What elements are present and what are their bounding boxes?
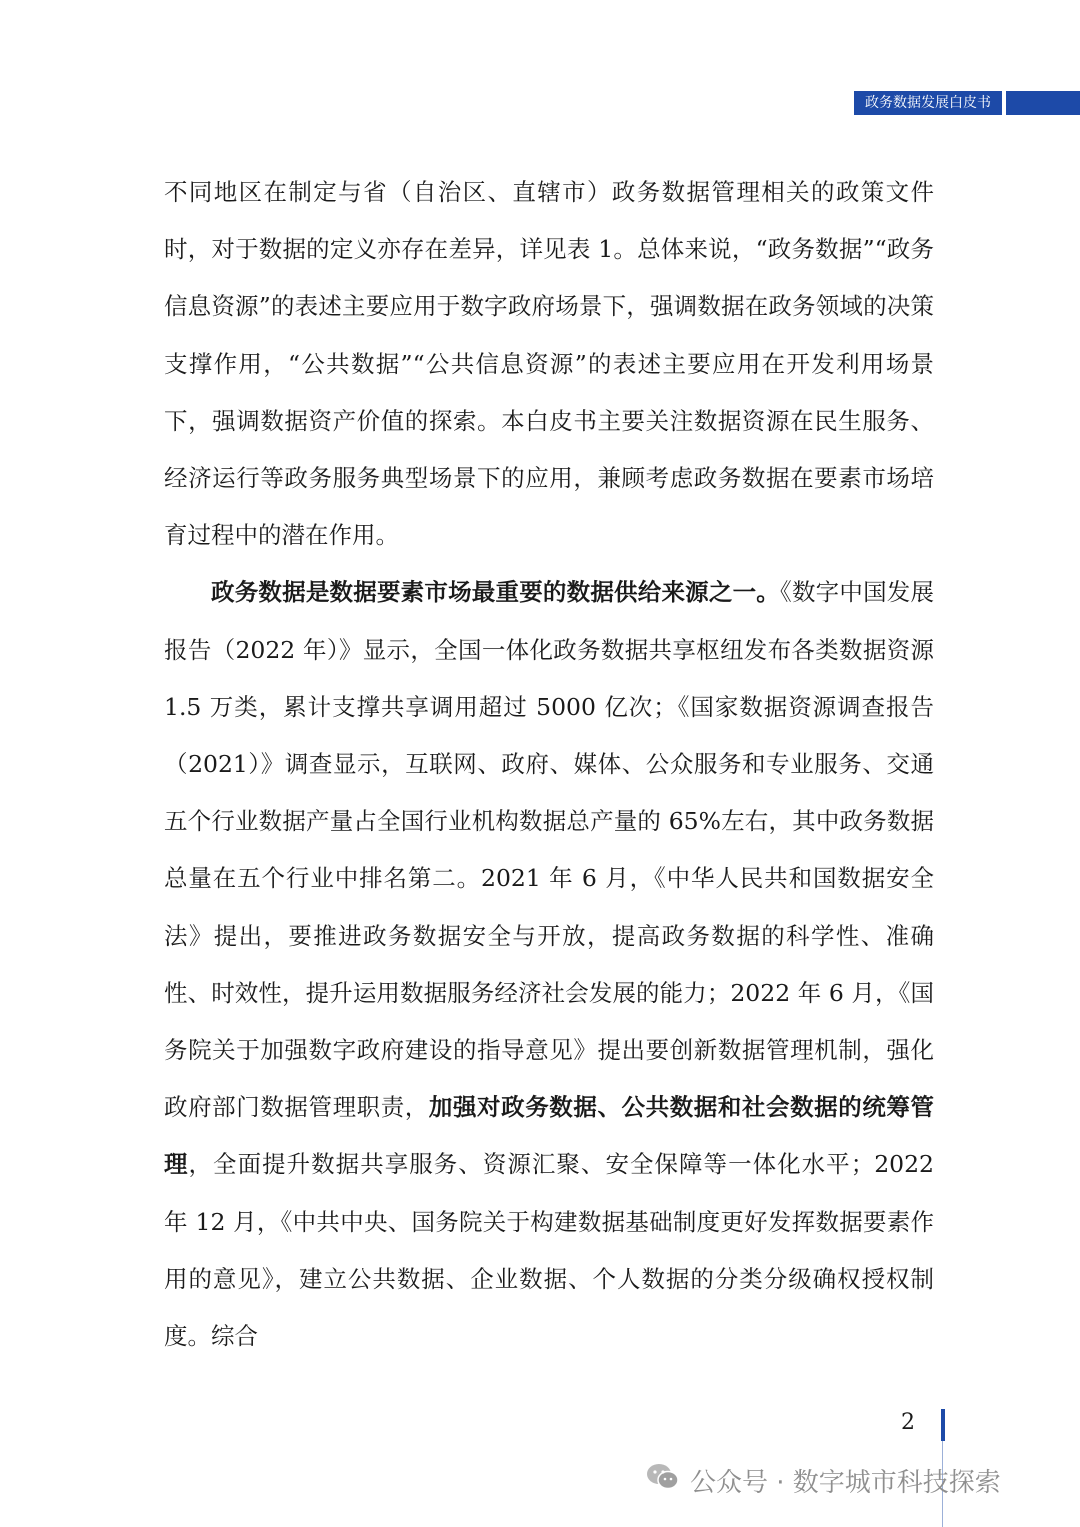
page-number-rule — [941, 1409, 945, 1441]
header-title: 政务数据发展白皮书 — [854, 91, 1002, 115]
paragraph-data-supply — [164, 564, 934, 1365]
header-accent-bar — [1006, 91, 1080, 115]
page-number: 2 — [901, 1410, 915, 1435]
bold-lead-sentence: 政务数据是数据要素市场最重要的数据供给来源之一。 — [211, 578, 780, 607]
paragraph-data-definitions: 不同地区在制定与省（自治区、直辖市）政务数据管理相关的政策文件时，对于数据的定义亦存在差异，详见表 1。总体来说，“政务数据”“政务信息资源”的表述主要应用于数字政府场景下，强调数据在政务领域的决策支撑作用，“公共数据”“公共信息资源”的表述主要应用在开发利用场景下，强调数据资产价值的探索。本白皮书主要关注数据资源在民生服务、经济运行等政务服务典型场景下的应用，兼顾考虑政务数据在要素市场培育过程中的潜在作用。 — [164, 178, 934, 550]
document-body — [164, 164, 934, 1365]
paragraph-text-part2: ，全面提升数据共享服务、资源汇聚、安全保障等一体化水平；2022 年 12 月，《中共中央、国务院关于构建数据基础制度更好发挥数据要素作用的意见》，建立公共数据、企业数据、个人数据的分类分级确权授权制度。综合 — [164, 1150, 934, 1351]
watermark-text: 公众号 · 数字城市科技探索 — [690, 1467, 1001, 1498]
paragraph-text-part1: 《数字中国发展报告（2022 年）》显示，全国一体化政务数据共享枢纽发布各类数据资源 1.5 万类，累计支撑共享调用超过 5000 亿次；《国家数据资源调查报告（2021）》调查显示，互联网、政府、媒体、公众服务和专业服务、交通五个行业数据产量占全国行业机构数据总产量的 65%左右，其中政务数据总量在五个行业中排名第二。2021 年 6 月，《中华人民共和国数据安全法》提出，要推进政务数据安全与开放，提高政务数据的科学性、准确性、时效性，提升运用数据服务经济社会发展的能力；2022 年 6 月，《国务院关于加强数字政府建设的指导意见》提出要创新数据管理机制，强化政府部门数据管理职责， — [164, 578, 934, 1122]
wechat-icon — [646, 1462, 680, 1499]
running-header — [854, 91, 1080, 115]
bold-emphasis-phrase: 加强对政务数据、公共数据和社会数据的统筹管理 — [164, 1093, 935, 1179]
watermark — [646, 1460, 1001, 1500]
